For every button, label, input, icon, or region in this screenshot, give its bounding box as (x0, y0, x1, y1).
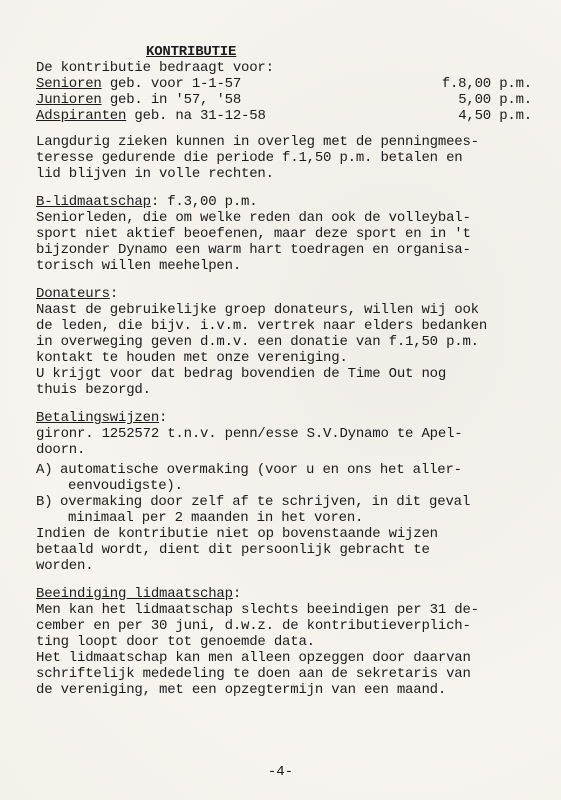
donateurs-paragraph (36, 302, 546, 398)
fee-amount: 5,00 p.m. (458, 92, 532, 108)
text-line: Indien de kontributie niet op bovenstaande wijzen (36, 526, 438, 542)
fee-amount: 4,50 p.m. (458, 108, 532, 124)
heading-suffix: : f.3,00 p.m. (150, 194, 258, 210)
text-line: de vereniging, met een opzegtermijn van een maand. (36, 682, 447, 698)
beeindiging-paragraph (36, 602, 546, 698)
text-line: gironr. 1252572 t.n.v. penn/esse S.V.Dynamo te Apel- (36, 426, 463, 442)
text-line: betaald wordt, dient dit persoonlijk gebracht te (36, 542, 430, 558)
betalingswijzen-paragraph (36, 426, 546, 458)
text-line: automatische overmaking (voor u en ons het aller- (60, 462, 462, 478)
fee-row-senioren (36, 76, 546, 92)
heading-colon: : (232, 586, 242, 602)
text-line: torisch willen meehelpen. (36, 258, 242, 274)
page-title: KONTRIBUTIE (146, 44, 237, 60)
fee-amount: f.8,00 p.m. (441, 76, 532, 92)
fee-row-junioren (36, 92, 546, 108)
fee-row-adspiranten (36, 108, 546, 124)
fee-label: Senioren (36, 76, 102, 92)
text-line: Naast de gebruikelijke groep donateurs, willen wij ook (36, 302, 479, 318)
text-line: bijzonder Dynamo een warm hart toedragen en organisa- (36, 242, 471, 258)
sick-paragraph (36, 134, 546, 182)
text-line: cember en per 30 juni, d.w.z. de kontributieverplich- (36, 618, 471, 634)
text-line: lid blijven in volle rechten. (36, 166, 274, 182)
betalingswijzen-heading (36, 410, 546, 426)
text-line: schriftelijk mededeling te doen aan de sekretaris van (36, 666, 471, 682)
payment-note (36, 526, 546, 574)
fee-desc: geb. na 31-12-58 (126, 108, 266, 124)
text-line: eenvoudigste). (68, 478, 183, 494)
text-line: ting loopt door tot genoemde data. (36, 634, 315, 650)
donateurs-heading (36, 286, 546, 302)
text-line: Seniorleden, die om welke reden dan ook de volleybal- (36, 210, 471, 226)
b-lidmaatschap-paragraph (36, 210, 546, 274)
text-line: Het lidmaatschap kan men alleen opzeggen door daarvan (36, 650, 471, 666)
section-heading: Betalingswijzen (36, 410, 160, 426)
payment-option-a (36, 462, 546, 494)
heading-colon: : (109, 286, 119, 302)
text-line: teresse gedurende die periode f.1,50 p.m. betalen en (36, 150, 463, 166)
section-heading: Donateurs (36, 286, 110, 302)
text-line: thuis bezorgd. (36, 382, 151, 398)
intro-text: De kontributie bedraagt voor: (36, 60, 274, 76)
fee-desc: geb. in '57, '58 (101, 92, 242, 108)
text-line: overmaking door zelf af te schrijven, in dit geval (60, 494, 471, 510)
heading-colon: : (159, 410, 168, 426)
text-line: in overweging geven d.m.v. een donatie van f.1,50 p.m. (36, 334, 479, 350)
text-line: Langdurig zieken kunnen in overleg met de penningmees- (36, 134, 479, 150)
payment-option-b (36, 494, 546, 526)
page-number: -4- (267, 764, 294, 780)
option-label: A) (36, 462, 53, 478)
text-line: Men kan het lidmaatschap slechts beeindigen per 31 de- (36, 602, 479, 618)
section-heading: B-lidmaatschap (36, 194, 151, 210)
fee-label: Junioren (36, 92, 102, 108)
document-body (36, 44, 546, 698)
text-line: U krijgt voor dat bedrag bovendien de Time Out nog (36, 366, 447, 382)
fee-desc: geb. voor 1-1-57 (101, 76, 242, 92)
beeindiging-heading (36, 586, 546, 602)
text-line: sport niet aktief beoefenen, maar deze sport en in 't (36, 226, 471, 242)
text-line: doorn. (36, 442, 86, 458)
fee-label: Adspiranten (36, 108, 127, 124)
option-label: B) (36, 494, 53, 510)
b-lidmaatschap-heading (36, 194, 546, 210)
section-heading: Beeindiging lidmaatschap (36, 586, 233, 602)
text-line: de leden, die bijv. i.v.m. vertrek naar elders bedanken (36, 318, 488, 334)
text-line: worden. (36, 558, 94, 574)
text-line: kontakt te houden met onze vereniging. (36, 350, 348, 366)
text-line: minimaal per 2 maanden in het voren. (68, 510, 364, 526)
